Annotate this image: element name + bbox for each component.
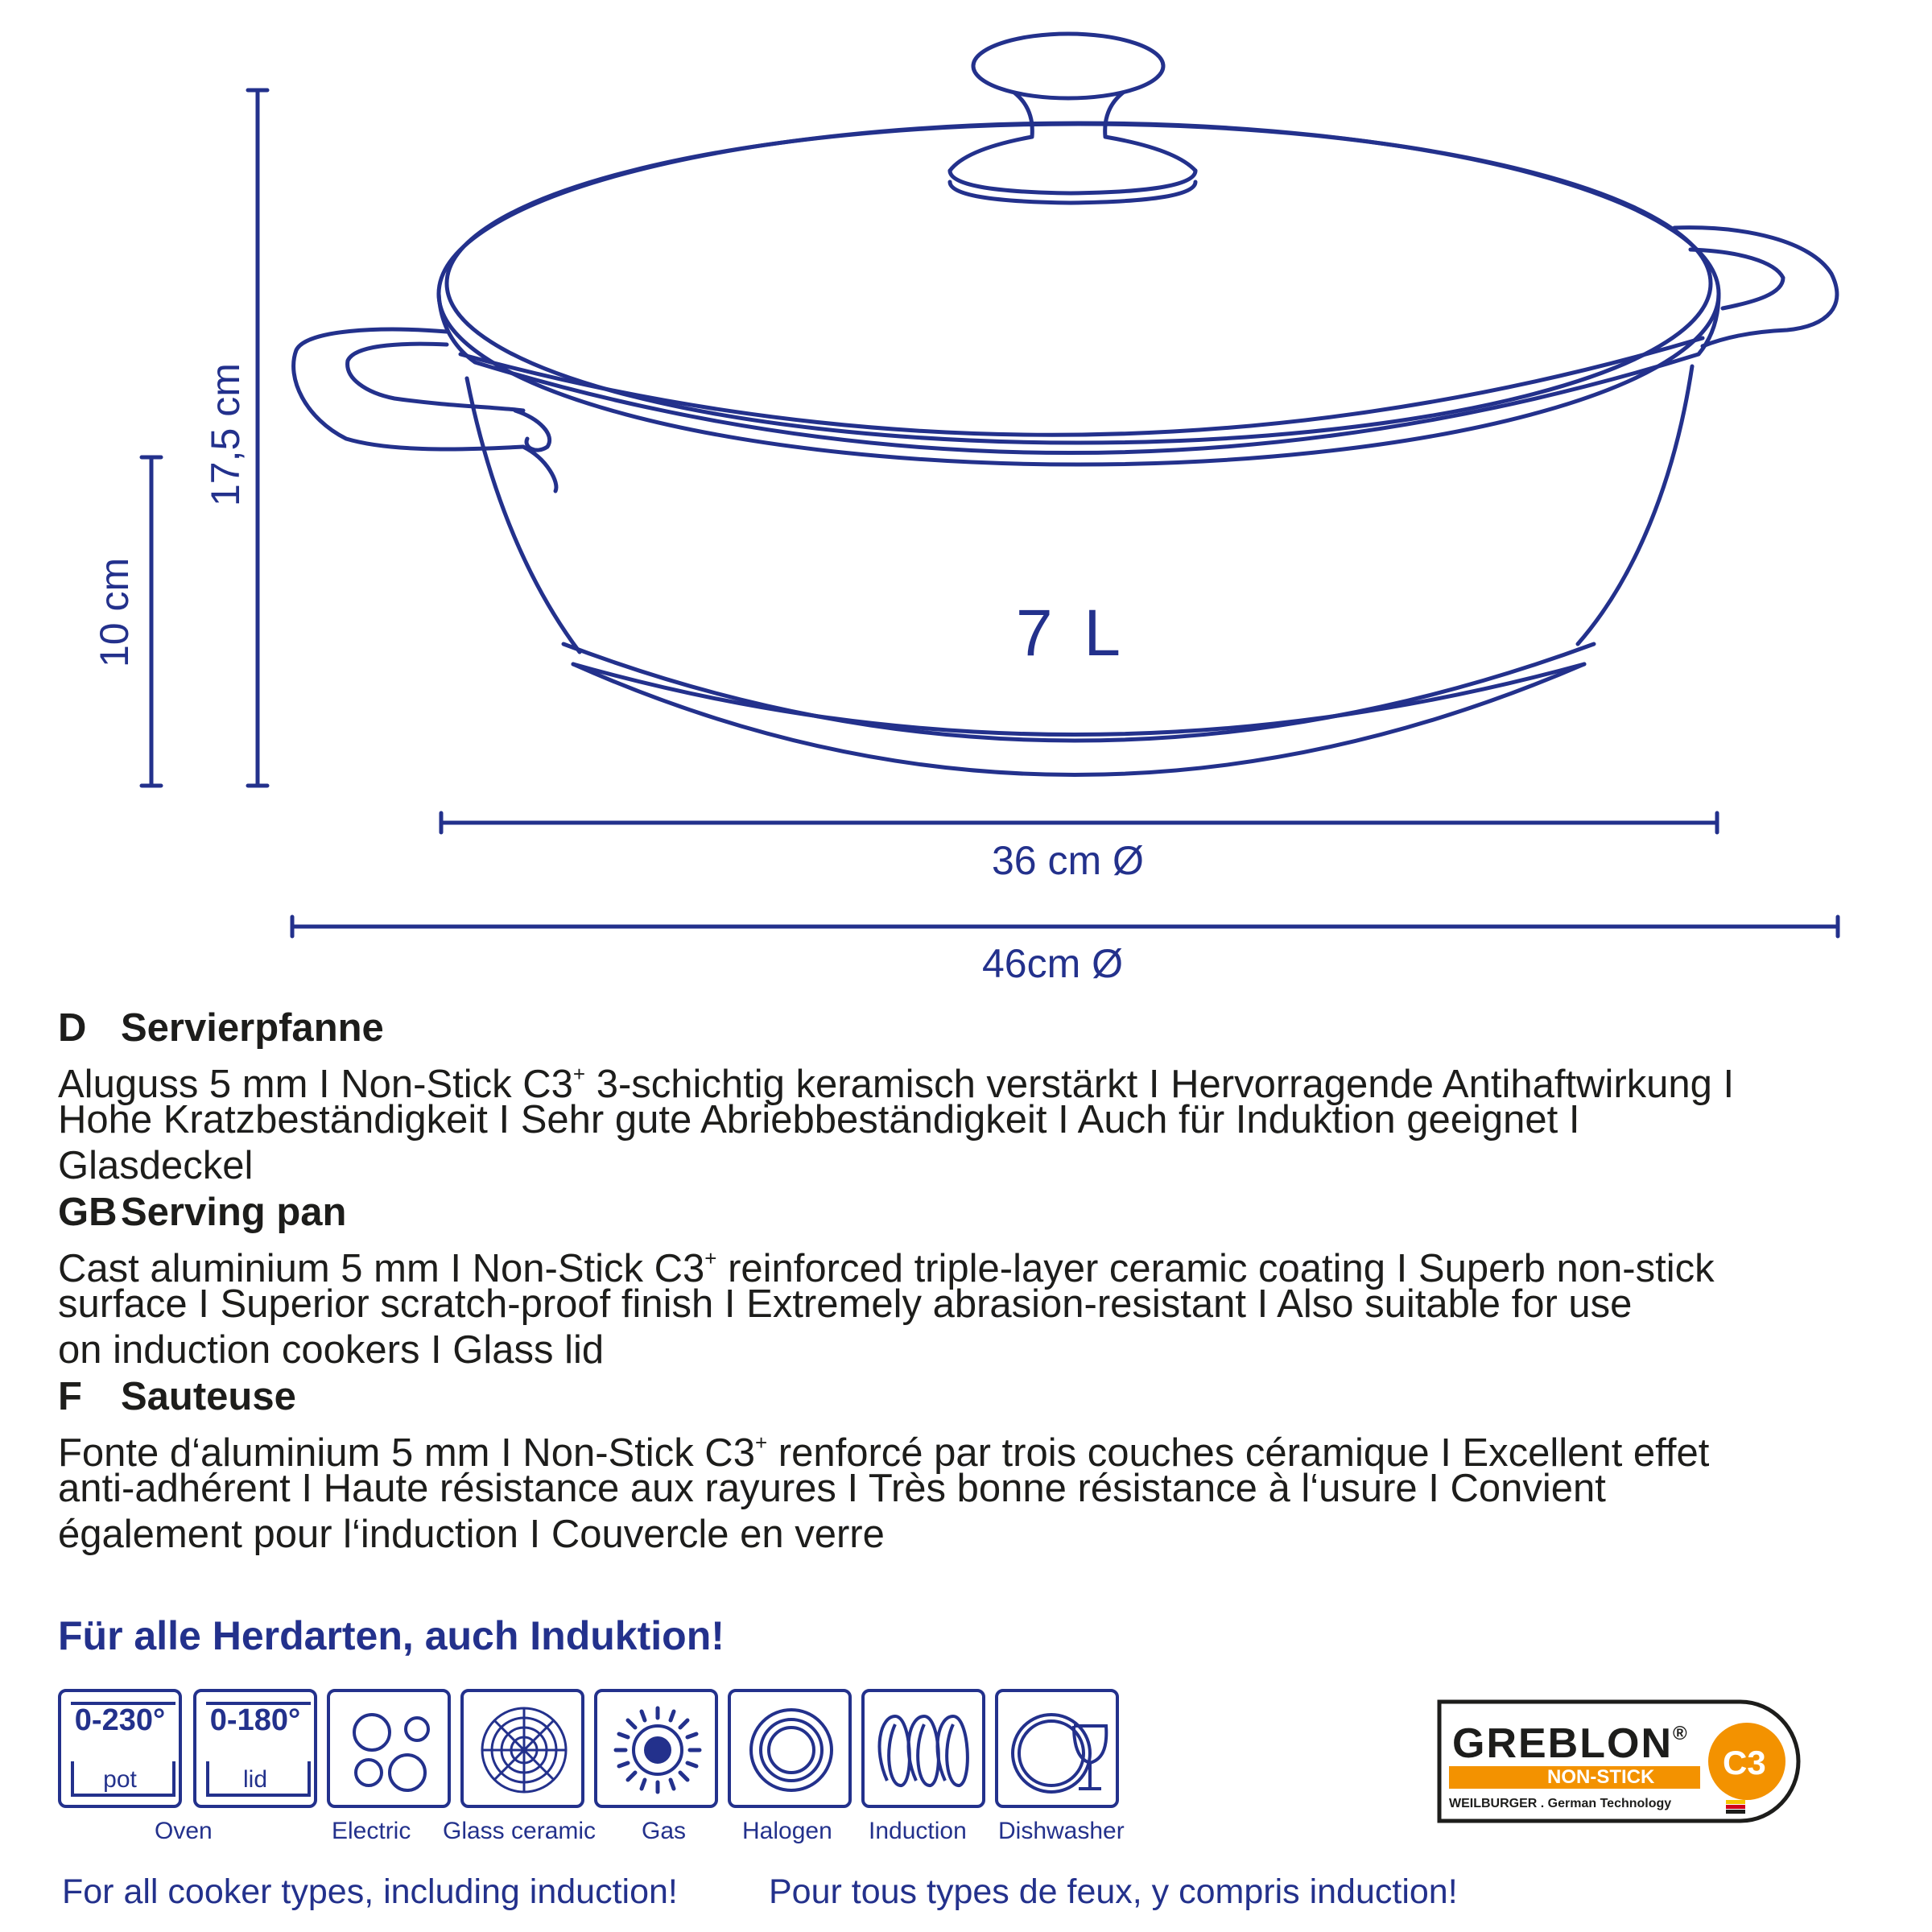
section-heading <box>58 1373 1909 1420</box>
text-segment: Hohe Kratzbeständigkeit I Sehr gute Abriebbeständigkeit I Auch für Induktion geeignet I <box>58 1098 1580 1141</box>
caption-oven: Oven <box>155 1818 213 1844</box>
description-line <box>58 1512 1909 1558</box>
dimension-line-inner-diameter <box>441 813 1717 832</box>
text-segment: Glasdeckel <box>58 1144 254 1187</box>
dimension-line-total-height <box>248 90 267 786</box>
text-segment: également pour l‘induction I Couvercle en verre <box>58 1513 885 1556</box>
caption-halogen: Halogen <box>742 1818 832 1844</box>
section-title: Serving pan <box>121 1191 347 1234</box>
greblon-logo <box>1435 1697 1805 1826</box>
text-segment: reinforced triple-layer ceramic coating I Superb non-stick <box>716 1247 1715 1290</box>
dimension-line-outer-diameter <box>292 917 1838 936</box>
left-handle <box>294 329 556 491</box>
section-title: Servierpfanne <box>121 1006 384 1050</box>
stove-compatibility-title: Für alle Herdarten, auch Induktion! <box>58 1613 724 1658</box>
description-gb <box>58 1189 1909 1373</box>
total-height-label: 17,5 cm <box>203 363 248 506</box>
text-segment: Aluguss 5 mm I Non-Stick C3 <box>58 1063 573 1106</box>
caption-dishwasher: Dishwasher <box>998 1818 1125 1844</box>
oven-lid-temperature: 0-180° <box>209 1703 301 1737</box>
lid-knob <box>950 34 1195 203</box>
caption-glass-ceramic: Glass ceramic <box>443 1818 597 1844</box>
text-segment: Fonte d‘aluminium 5 mm I Non-Stick C3 <box>58 1431 755 1475</box>
gas-stove-icon <box>594 1689 718 1808</box>
section-heading <box>58 1005 1909 1051</box>
inner-diameter-label: 36 cm Ø <box>992 838 1144 883</box>
description-line <box>58 1051 1909 1106</box>
induction-stove-icon <box>861 1689 985 1808</box>
description-line <box>58 1420 1909 1475</box>
oven-lid-icon <box>193 1689 317 1808</box>
greblon-tagline: NON-STICK <box>1547 1766 1655 1788</box>
caption-electric: Electric <box>332 1818 411 1844</box>
superscript: + <box>754 1430 768 1455</box>
section-heading <box>58 1189 1909 1236</box>
oven-pot-temperature: 0-230° <box>74 1703 166 1737</box>
electric-stove-icon <box>327 1689 451 1808</box>
oven-lid-label: lid <box>242 1766 267 1793</box>
greblon-maker: WEILBURGER . German Technology <box>1449 1797 1672 1810</box>
language-code: D <box>58 1006 87 1050</box>
language-code: GB <box>58 1191 118 1234</box>
text-segment: on induction cookers I Glass lid <box>58 1328 605 1372</box>
superscript: + <box>572 1062 586 1086</box>
volume-label: 7 L <box>1016 597 1127 670</box>
superscript: + <box>704 1246 717 1270</box>
halogen-stove-icon <box>728 1689 852 1808</box>
description-line <box>58 1327 1909 1373</box>
text-segment: 3-schichtig keramisch verstärkt I Hervorragende Antihaftwirkung I <box>585 1063 1735 1106</box>
dimension-line-body-height <box>142 457 161 786</box>
outer-diameter-label: 46cm Ø <box>982 941 1124 986</box>
dishwasher-icon <box>995 1689 1119 1808</box>
description-line <box>58 1282 1909 1327</box>
caption-gas: Gas <box>642 1818 687 1844</box>
footer-english: For all cooker types, including induction! <box>62 1872 678 1911</box>
greblon-grade: C3 <box>1723 1744 1766 1781</box>
section-title: Sauteuse <box>121 1375 296 1418</box>
text-segment: renforcé par trois couches céramique I Excellent effet <box>767 1431 1710 1475</box>
text-segment: Cast aluminium 5 mm I Non-Stick C3 <box>58 1247 705 1290</box>
language-code: F <box>58 1375 82 1418</box>
oven-pot-icon <box>58 1689 182 1808</box>
description-de <box>58 1005 1909 1189</box>
right-handle <box>1674 228 1837 346</box>
footer-french: Pour tous types de feux, y compris induction! <box>769 1872 1458 1911</box>
text-segment: anti-adhérent I Haute résistance aux rayures I Très bonne résistance à l‘usure I Convient <box>58 1467 1606 1510</box>
caption-induction: Induction <box>869 1818 967 1844</box>
greblon-brand: GREBLON® <box>1452 1720 1689 1767</box>
glass-ceramic-stove-icon <box>460 1689 584 1808</box>
description-line <box>58 1236 1909 1290</box>
description-line <box>58 1143 1909 1189</box>
oven-pot-label: pot <box>103 1766 137 1793</box>
lid <box>439 123 1719 464</box>
description-f <box>58 1373 1909 1558</box>
body-height-label: 10 cm <box>92 557 137 667</box>
text-segment: surface I Superior scratch-proof finish I Extremely abrasion-resistant I Also suitable for use <box>58 1282 1633 1326</box>
